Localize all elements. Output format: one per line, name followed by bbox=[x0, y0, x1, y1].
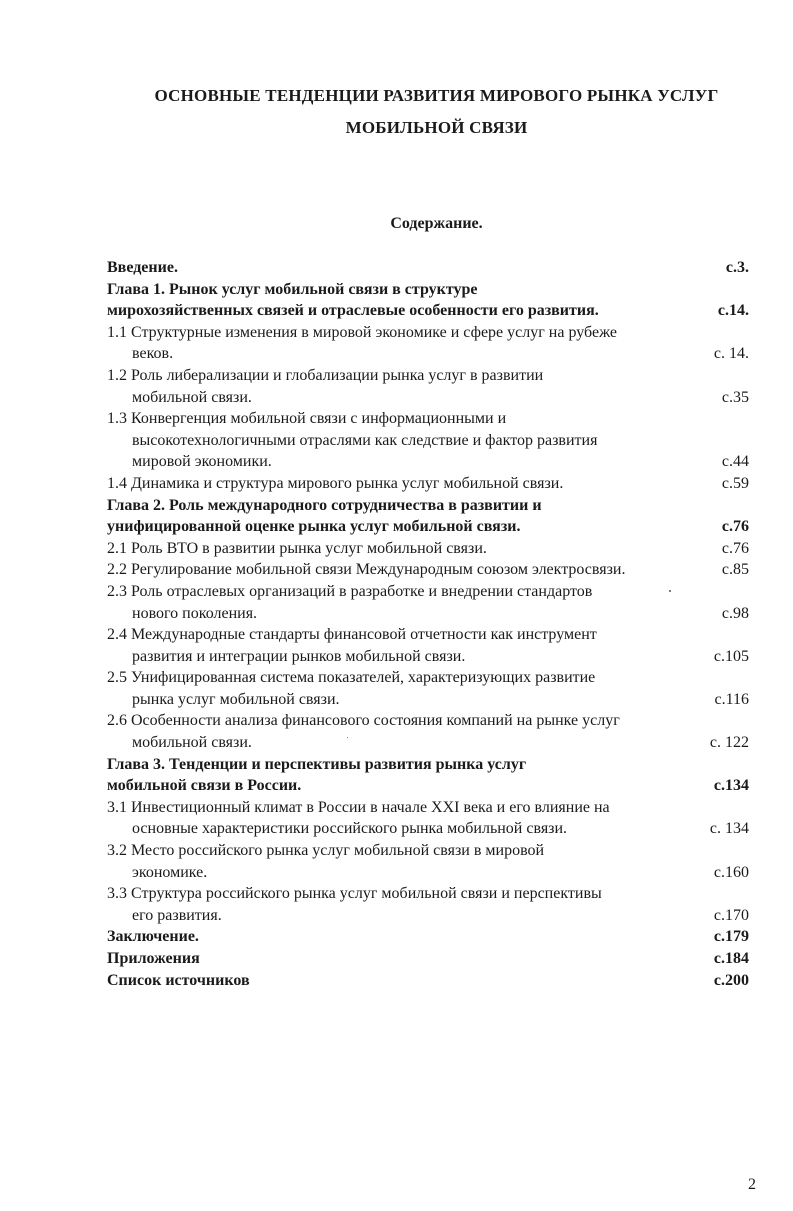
toc-entry bbox=[107, 970, 749, 992]
toc-entry bbox=[107, 538, 749, 560]
toc-entry-text: 2.2 Регулирование мобильной связи Международным союзом электросвязи. bbox=[107, 561, 626, 579]
toc-entry-page: с.76 bbox=[721, 518, 749, 536]
toc-entry bbox=[107, 624, 749, 667]
toc-entry-page: с. 14. bbox=[713, 345, 749, 363]
toc-entry bbox=[107, 495, 749, 538]
document-title-line-1: ОСНОВНЫЕ ТЕНДЕНЦИИ РАЗВИТИЯ МИРОВОГО РЫНКА УСЛУГ bbox=[154, 86, 719, 105]
toc-entry bbox=[107, 710, 749, 753]
toc-entry-page: с.35 bbox=[721, 388, 749, 406]
document-title-line-2: МОБИЛЬНОЙ СВЯЗИ bbox=[345, 118, 528, 137]
toc-entry-text: мобильной связи. bbox=[132, 388, 252, 406]
toc-entry-text: Список источников bbox=[107, 971, 250, 989]
toc-entry-text: Введение. bbox=[107, 259, 178, 276]
toc-entry-text: основные характеристики российского рынка мобильной связи. bbox=[132, 820, 568, 838]
toc-entry-text: 1.1 Структурные изменения в мировой экономике и сфере услуг на рубеже bbox=[107, 323, 618, 341]
toc-entry-text: Глава 1. Рынок услуг мобильной связи в структуре bbox=[107, 280, 478, 298]
toc-entry-text: Глава 2. Роль международного сотрудничества в развитии и bbox=[107, 496, 542, 514]
toc-entry bbox=[107, 948, 749, 970]
toc-entry bbox=[107, 754, 749, 797]
toc-entry-text: мобильной связи в России. bbox=[107, 777, 302, 795]
toc-entry-text: высокотехнологичными отраслями как следствие и фактор развития bbox=[132, 431, 598, 449]
toc-entry bbox=[107, 322, 749, 365]
toc-entry-text: 2.4 Международные стандарты финансовой отчетности как инструмент bbox=[107, 626, 597, 644]
toc-entry-text: 3.1 Инвестиционный климат в России в начале XXI века и его влияние на bbox=[107, 798, 610, 816]
toc-entry-page: с.200 bbox=[713, 971, 749, 989]
page-number: 2 bbox=[748, 1176, 756, 1193]
toc-entry-text: унифицированной оценке рынка услуг мобильной связи. bbox=[107, 518, 521, 536]
toc-entry bbox=[107, 883, 749, 926]
toc-entry bbox=[107, 408, 749, 473]
toc-entry-page: с.85 bbox=[721, 561, 749, 579]
toc-entry bbox=[107, 279, 749, 322]
toc-entry-text: Приложения bbox=[107, 950, 200, 967]
scan-speck bbox=[347, 737, 348, 738]
toc-entry-text: экономике. bbox=[132, 863, 208, 881]
toc-entry-page: с. 122 bbox=[709, 734, 749, 752]
toc-entry bbox=[107, 797, 749, 840]
toc-entry-text: 3.2 Место российского рынка услуг мобильной связи в мировой bbox=[107, 842, 545, 860]
toc-entry bbox=[107, 473, 749, 495]
toc-entry-text: 1.3 Конвергенция мобильной связи с информационными и bbox=[107, 410, 507, 428]
toc-entry-page: с.105 bbox=[713, 647, 749, 665]
toc-entry-text: 2.6 Особенности анализа финансового состояния компаний на рынке услуг bbox=[107, 712, 620, 730]
toc-entry-page: с.179 bbox=[713, 928, 749, 946]
scan-speck bbox=[669, 590, 671, 592]
toc-entry-page: с.98 bbox=[721, 604, 749, 622]
toc-entry-text: 1.2 Роль либерализации и глобализации рынка услуг в развитии bbox=[107, 366, 544, 384]
toc-entry-text: мировой экономики. bbox=[132, 453, 272, 471]
toc-entry-page: с.59 bbox=[721, 474, 749, 492]
toc-heading: Содержание. bbox=[390, 215, 483, 232]
toc-entry-text: 2.5 Унифицированная система показателей, характеризующих развитие bbox=[107, 669, 596, 687]
toc-entry-page: с.160 bbox=[713, 863, 749, 881]
toc-entry-text: его развития. bbox=[132, 906, 222, 924]
toc-entry bbox=[107, 840, 749, 883]
toc-entry-page: с.76 bbox=[721, 539, 749, 557]
toc-entry-page: с. 134 bbox=[709, 820, 749, 838]
toc-entry-text: 1.4 Динамика и структура мирового рынка услуг мобильной связи. bbox=[107, 474, 564, 492]
toc-entry bbox=[107, 581, 749, 624]
toc-entry bbox=[107, 257, 749, 279]
toc-entry-text: веков. bbox=[132, 345, 174, 363]
toc-entry-text: 2.3 Роль отраслевых организаций в разработке и внедрении стандартов bbox=[107, 582, 593, 600]
toc-entry-page: с.184 bbox=[713, 950, 749, 967]
toc-entry-page: с.134 bbox=[713, 777, 749, 795]
toc-entry-text: 2.1 Роль ВТО в развитии рынка услуг мобильной связи. bbox=[107, 539, 487, 557]
toc-entry bbox=[107, 365, 749, 408]
toc-entry-text: Глава 3. Тенденции и перспективы развития рынка услуг bbox=[107, 755, 527, 773]
toc-entry-text: Заключение. bbox=[107, 928, 199, 946]
toc-entry-page: с.3. bbox=[725, 259, 749, 276]
table-of-contents bbox=[107, 257, 749, 991]
toc-entry bbox=[107, 559, 749, 581]
toc-entry-page: с.14. bbox=[717, 302, 749, 320]
toc-entry-text: 3.3 Структура российского рынка услуг мобильной связи и перспективы bbox=[107, 885, 602, 903]
toc-entry-page: с.170 bbox=[713, 906, 749, 924]
toc-entry-text: мирохозяйственных связей и отраслевые особенности его развития. bbox=[107, 302, 599, 320]
toc-entry-page: с.116 bbox=[714, 690, 749, 708]
toc-entry-text: мобильной связи. bbox=[132, 734, 252, 752]
toc-entry-text: рынка услуг мобильной связи. bbox=[132, 690, 340, 708]
toc-entry bbox=[107, 667, 749, 710]
toc-entry-text: нового поколения. bbox=[132, 604, 258, 622]
toc-entry bbox=[107, 926, 749, 948]
toc-entry-page: с.44 bbox=[721, 453, 749, 471]
toc-entry-text: развития и интеграции рынков мобильной связи. bbox=[132, 647, 466, 665]
